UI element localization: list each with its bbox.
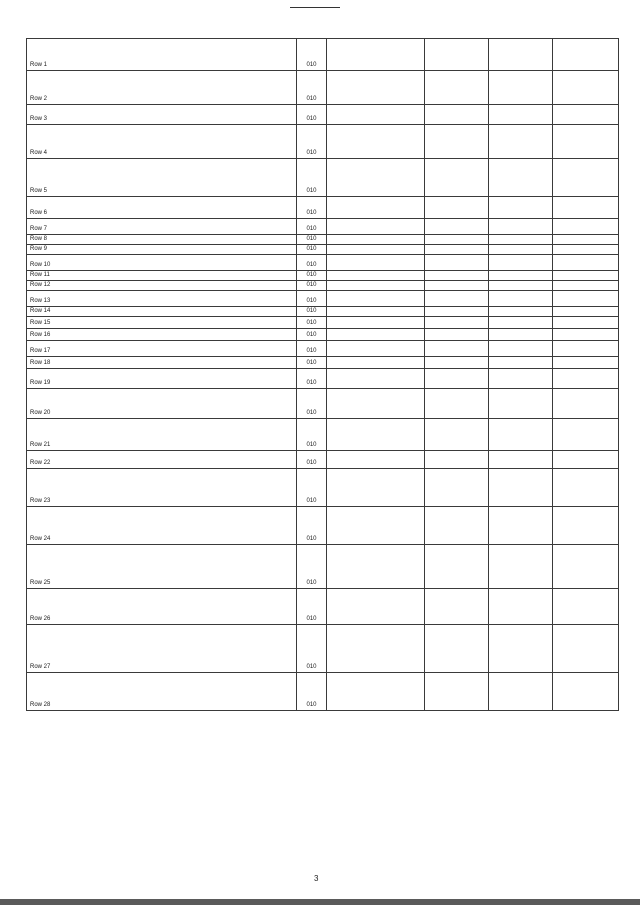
amount-cell [553,245,619,255]
amount-cell [425,39,489,71]
amount-cell [553,357,619,369]
line-code-cell: 010 [297,291,327,307]
table-row [27,673,619,711]
table-row [27,545,619,589]
amount-cell [425,625,489,673]
amount-cell [553,291,619,307]
line-code-cell: 010 [297,245,327,255]
amount-cell [489,369,553,389]
line-code-cell: 010 [297,219,327,235]
code-cell [327,245,425,255]
code-cell [327,71,425,105]
amount-cell [489,71,553,105]
table-row [27,197,619,219]
line-code-cell: 010 [297,545,327,589]
amount-cell [553,39,619,71]
amount-cell [489,105,553,125]
table-row [27,307,619,317]
code-cell [327,235,425,245]
amount-cell [425,589,489,625]
amount-cell [553,419,619,451]
code-cell [327,357,425,369]
row-description: Row 11 [27,271,297,281]
amount-cell [489,469,553,507]
table-row [27,271,619,281]
amount-cell [553,329,619,341]
line-code-cell: 010 [297,329,327,341]
table-row [27,125,619,159]
amount-cell [425,469,489,507]
table-row [27,281,619,291]
amount-cell [425,451,489,469]
table-row [27,469,619,507]
table-row [27,317,619,329]
row-description: Row 13 [27,291,297,307]
row-description: Row 2 [27,71,297,105]
amount-cell [425,673,489,711]
table-row [27,71,619,105]
row-description: Row 3 [27,105,297,125]
amount-cell [425,329,489,341]
line-code-cell: 010 [297,419,327,451]
line-code-cell: 010 [297,451,327,469]
amount-cell [425,317,489,329]
row-description: Row 22 [27,451,297,469]
amount-cell [489,625,553,673]
scan-edge [0,899,640,905]
line-code-cell: 010 [297,341,327,357]
budget-table-wrapper [26,38,618,711]
amount-cell [553,235,619,245]
code-cell [327,341,425,357]
amount-cell [553,451,619,469]
amount-cell [489,317,553,329]
amount-cell [489,357,553,369]
code-cell [327,197,425,219]
amount-cell [489,255,553,271]
table-row [27,159,619,197]
line-code-cell: 010 [297,39,327,71]
amount-cell [489,451,553,469]
table-row [27,235,619,245]
table-body [27,39,619,711]
code-cell [327,291,425,307]
line-code-cell: 010 [297,369,327,389]
amount-cell [425,255,489,271]
amount-cell [489,125,553,159]
row-description: Row 28 [27,673,297,711]
table-row [27,589,619,625]
row-description: Row 6 [27,197,297,219]
code-cell [327,281,425,291]
row-description: Row 4 [27,125,297,159]
amount-cell [489,245,553,255]
top-rule [290,7,340,8]
amount-cell [489,329,553,341]
table-row [27,451,619,469]
code-cell [327,39,425,71]
row-description: Row 21 [27,419,297,451]
amount-cell [425,341,489,357]
amount-cell [425,369,489,389]
amount-cell [553,673,619,711]
row-description: Row 24 [27,507,297,545]
code-cell [327,271,425,281]
line-code-cell: 010 [297,357,327,369]
table-row [27,625,619,673]
amount-cell [425,545,489,589]
line-code-cell: 010 [297,673,327,711]
amount-cell [425,219,489,235]
line-code-cell: 010 [297,105,327,125]
line-code-cell: 010 [297,589,327,625]
amount-cell [553,589,619,625]
amount-cell [553,159,619,197]
row-description: Row 10 [27,255,297,271]
amount-cell [553,105,619,125]
table-row [27,245,619,255]
row-description: Row 23 [27,469,297,507]
amount-cell [489,389,553,419]
row-description: Row 19 [27,369,297,389]
line-code-cell: 010 [297,625,327,673]
row-description: Row 15 [27,317,297,329]
row-description: Row 14 [27,307,297,317]
row-description: Row 18 [27,357,297,369]
amount-cell [553,625,619,673]
amount-cell [425,291,489,307]
code-cell [327,469,425,507]
amount-cell [553,369,619,389]
budget-table [26,38,619,711]
amount-cell [553,125,619,159]
line-code-cell: 010 [297,159,327,197]
amount-cell [553,307,619,317]
row-description: Row 12 [27,281,297,291]
row-description: Row 1 [27,39,297,71]
row-description: Row 20 [27,389,297,419]
code-cell [327,159,425,197]
amount-cell [425,125,489,159]
page-number: 3 [314,874,319,883]
row-description: Row 16 [27,329,297,341]
amount-cell [425,281,489,291]
code-cell [327,625,425,673]
amount-cell [425,357,489,369]
code-cell [327,389,425,419]
amount-cell [489,271,553,281]
row-description: Row 9 [27,245,297,255]
amount-cell [553,545,619,589]
code-cell [327,451,425,469]
line-code-cell: 010 [297,71,327,105]
line-code-cell: 010 [297,469,327,507]
amount-cell [489,235,553,245]
row-description: Row 8 [27,235,297,245]
code-cell [327,125,425,159]
amount-cell [425,389,489,419]
amount-cell [489,673,553,711]
row-description: Row 7 [27,219,297,235]
amount-cell [489,507,553,545]
table-row [27,255,619,271]
amount-cell [425,245,489,255]
amount-cell [553,389,619,419]
line-code-cell: 010 [297,125,327,159]
amount-cell [425,235,489,245]
amount-cell [489,341,553,357]
line-code-cell: 010 [297,281,327,291]
amount-cell [425,271,489,281]
amount-cell [553,317,619,329]
amount-cell [425,507,489,545]
amount-cell [489,219,553,235]
line-code-cell: 010 [297,271,327,281]
code-cell [327,219,425,235]
amount-cell [553,507,619,545]
code-cell [327,545,425,589]
amount-cell [553,469,619,507]
table-row [27,419,619,451]
amount-cell [489,39,553,71]
amount-cell [489,159,553,197]
table-row [27,357,619,369]
amount-cell [553,255,619,271]
row-description: Row 26 [27,589,297,625]
code-cell [327,589,425,625]
table-row [27,507,619,545]
table-row [27,105,619,125]
amount-cell [489,307,553,317]
amount-cell [489,291,553,307]
line-code-cell: 010 [297,507,327,545]
amount-cell [553,71,619,105]
table-row [27,389,619,419]
amount-cell [553,271,619,281]
code-cell [327,673,425,711]
amount-cell [425,307,489,317]
amount-cell [553,197,619,219]
amount-cell [553,281,619,291]
line-code-cell: 010 [297,389,327,419]
line-code-cell: 010 [297,197,327,219]
amount-cell [489,281,553,291]
table-row [27,219,619,235]
code-cell [327,329,425,341]
code-cell [327,507,425,545]
row-description: Row 27 [27,625,297,673]
amount-cell [489,419,553,451]
code-cell [327,255,425,271]
row-description: Row 17 [27,341,297,357]
table-row [27,39,619,71]
code-cell [327,317,425,329]
line-code-cell: 010 [297,235,327,245]
amount-cell [425,105,489,125]
amount-cell [425,419,489,451]
amount-cell [425,197,489,219]
line-code-cell: 010 [297,317,327,329]
line-code-cell: 010 [297,307,327,317]
table-row [27,369,619,389]
amount-cell [489,589,553,625]
line-code-cell: 010 [297,255,327,271]
code-cell [327,419,425,451]
code-cell [327,307,425,317]
amount-cell [489,545,553,589]
table-row [27,291,619,307]
amount-cell [425,71,489,105]
amount-cell [489,197,553,219]
row-description: Row 25 [27,545,297,589]
table-row [27,341,619,357]
code-cell [327,369,425,389]
code-cell [327,105,425,125]
amount-cell [553,341,619,357]
row-description: Row 5 [27,159,297,197]
amount-cell [553,219,619,235]
table-row [27,329,619,341]
amount-cell [425,159,489,197]
